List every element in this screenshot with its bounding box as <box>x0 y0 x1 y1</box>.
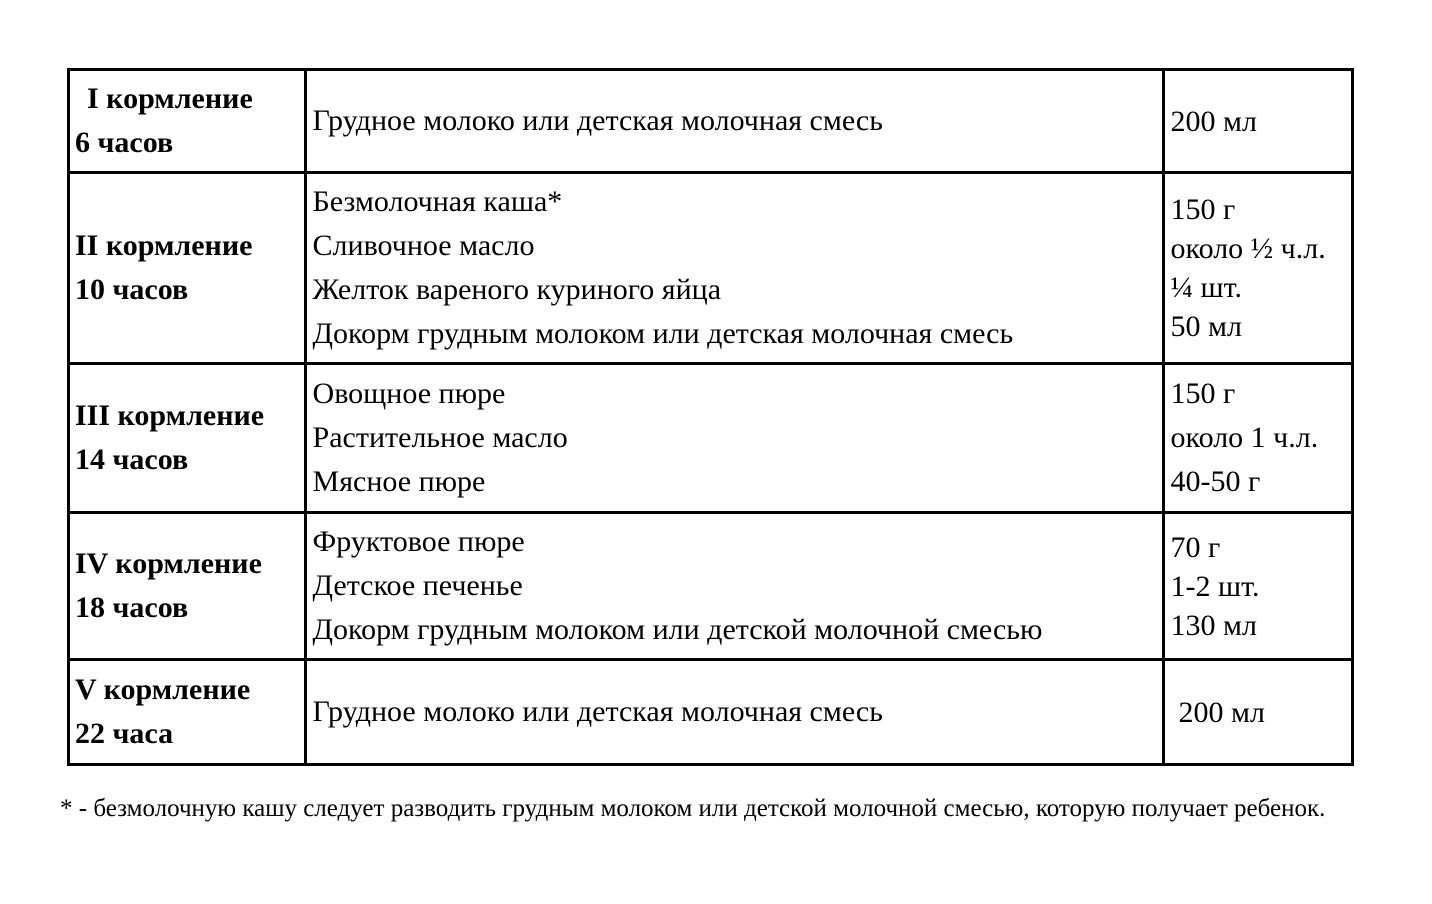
amount-item: около 1 ч.л. <box>1170 421 1319 454</box>
table-row <box>69 70 1353 173</box>
amount-cell <box>1163 513 1352 660</box>
food-item: Фруктовое пюре <box>312 525 525 558</box>
meal-cell <box>69 70 306 173</box>
amount-item: 70 г <box>1170 530 1221 564</box>
table-row <box>69 364 1353 513</box>
amount-item: 200 мл <box>1178 695 1266 729</box>
food-item: Грудное молоко или детская молочная смесь <box>312 104 883 137</box>
feeding-schedule-table <box>67 68 1354 766</box>
meal-cell <box>69 660 306 765</box>
meal-cell <box>69 173 306 364</box>
amount-item: 50 мл <box>1170 310 1243 343</box>
table-row <box>69 513 1353 660</box>
meal-name: I кормление <box>87 82 253 115</box>
amount-cell <box>1163 70 1352 173</box>
meal-time: 6 часов <box>75 126 174 159</box>
amount-item: 200 мл <box>1170 104 1258 138</box>
food-item: Докорм грудным молоком или детская молочная смесь <box>312 317 1014 350</box>
food-cell <box>305 513 1163 660</box>
meal-cell <box>69 364 306 513</box>
meal-time: 18 часов <box>75 591 189 624</box>
food-cell <box>305 70 1163 173</box>
table-row <box>69 660 1353 765</box>
amount-item: 40-50 г <box>1170 465 1261 498</box>
meal-cell <box>69 513 306 660</box>
amount-item: 150 г <box>1170 377 1236 410</box>
food-cell <box>305 173 1163 364</box>
food-item: Детское печенье <box>312 569 523 602</box>
meal-time: 22 часа <box>75 717 174 750</box>
meal-name: V кормление <box>75 673 251 706</box>
meal-time: 10 часов <box>75 273 189 306</box>
amount-item: 130 мл <box>1170 608 1258 642</box>
food-item: Безмолочная каша* <box>312 185 563 218</box>
meal-name: III кормление <box>75 399 265 432</box>
amount-item: около ½ ч.л. <box>1170 232 1326 265</box>
amount-item: 150 г <box>1170 193 1236 226</box>
footnote: * - безмолочную кашу следует разводить грудным молоком или детской молочной смесью, которую получает ребенок. <box>60 795 1326 822</box>
meal-name: IV кормление <box>75 547 262 580</box>
amount-cell <box>1163 364 1352 513</box>
food-cell <box>305 660 1163 765</box>
food-item: Докорм грудным молоком или детской молочной смесью <box>312 613 1043 646</box>
amount-cell <box>1163 660 1352 765</box>
food-item: Растительное масло <box>312 421 568 454</box>
meal-time: 14 часов <box>75 443 189 476</box>
amount-item: 1-2 шт. <box>1170 569 1260 603</box>
amount-cell <box>1163 173 1352 364</box>
amount-item: ¼ шт. <box>1170 271 1243 304</box>
meal-name: II кормление <box>75 229 253 262</box>
food-item: Грудное молоко или детская молочная смесь <box>312 695 883 728</box>
food-item: Сливочное масло <box>312 229 535 262</box>
table-row <box>69 173 1353 364</box>
food-item: Желток вареного куриного яйца <box>312 273 722 306</box>
food-item: Овощное пюре <box>312 377 506 410</box>
food-item: Мясное пюре <box>312 465 486 498</box>
food-cell <box>305 364 1163 513</box>
